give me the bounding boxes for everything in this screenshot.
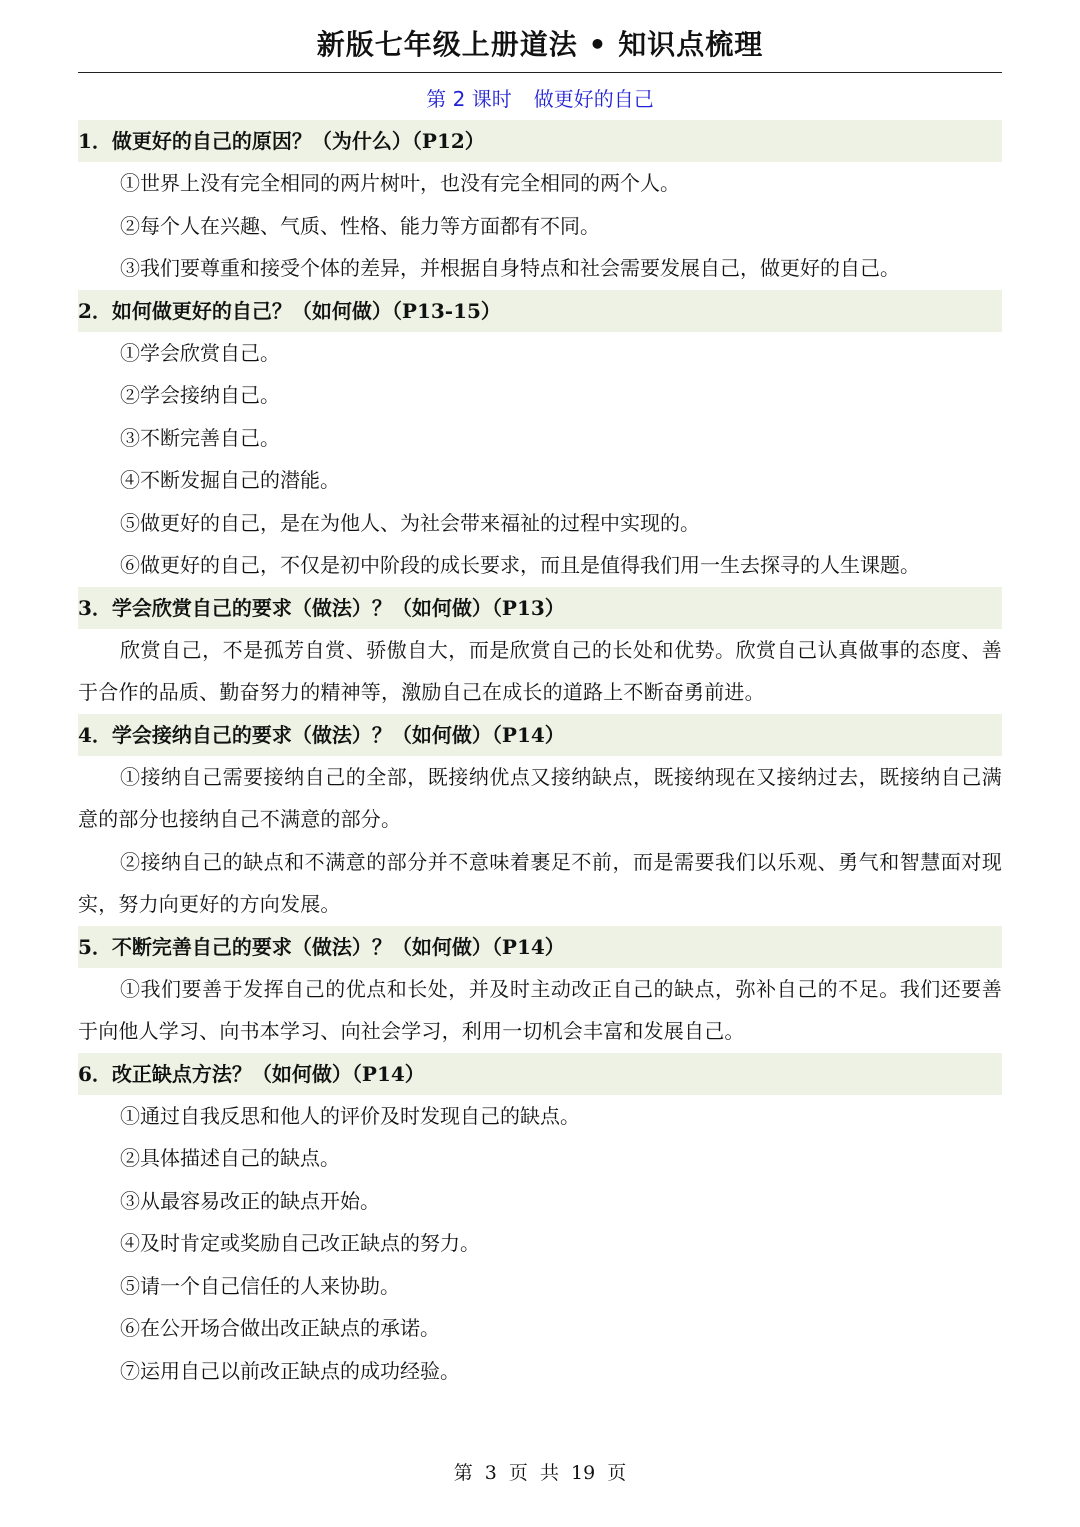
list-item: ③不断完善自己。 [120, 425, 280, 450]
section-heading: 4．学会接纳自己的要求（做法）？（如何做）（P14） [78, 714, 1002, 756]
section-heading: 5．不断完善自己的要求（做法）？（如何做）（P14） [78, 926, 1002, 968]
section-heading: 6．改正缺点方法？（如何做）（P14） [78, 1053, 1002, 1095]
list-item: ①学会欣赏自己。 [120, 340, 280, 365]
paragraph: ①接纳自己需要接纳自己的全部，既接纳优点又接纳缺点，既接纳现在又接纳过去，既接纳自己满意的部分也接纳自己不满意的部分。 [78, 764, 1002, 831]
list-item: ⑦运用自己以前改正缺点的成功经验。 [120, 1358, 460, 1383]
lesson-name: 做更好的自己 [533, 87, 654, 111]
paragraph: ①我们要善于发挥自己的优点和长处，并及时主动改正自己的缺点，弥补自己的不足。我们还要善于向他人学习、向书本学习、向社会学习，利用一切机会丰富和发展自己。 [78, 976, 1002, 1043]
document-title: 新版七年级上册道法 • 知识点梳理 [316, 28, 764, 61]
list-item: ④不断发掘自己的潜能。 [120, 468, 340, 492]
list-item: ⑥在公开场合做出改正缺点的承诺。 [120, 1316, 440, 1340]
section-heading: 2．如何做更好的自己？（如何做）（P13-15） [78, 290, 1002, 332]
title-divider [78, 72, 1002, 73]
list-item: ②学会接纳自己。 [120, 383, 280, 407]
list-item: ⑤请一个自己信任的人来协助。 [120, 1273, 400, 1298]
paragraph: ②接纳自己的缺点和不满意的部分并不意味着裹足不前，而是需要我们以乐观、勇气和智慧面对现实，努力向更好的方向发展。 [78, 849, 1002, 916]
section-heading: 1．做更好的自己的原因？（为什么）（P12） [78, 120, 1002, 162]
list-item: ⑤做更好的自己，是在为他人、为社会带来福祉的过程中实现的。 [120, 510, 700, 535]
list-item: ①通过自我反思和他人的评价及时发现自己的缺点。 [120, 1103, 580, 1128]
list-item: ⑥做更好的自己，不仅是初中阶段的成长要求，而且是值得我们用一生去探寻的人生课题。 [120, 553, 920, 577]
list-item: ①世界上没有完全相同的两片树叶，也没有完全相同的两个人。 [120, 171, 680, 195]
list-item: ④及时肯定或奖励自己改正缺点的努力。 [120, 1231, 480, 1255]
lesson-title [78, 84, 1002, 114]
list-item: ②每个人在兴趣、气质、性格、能力等方面都有不同。 [120, 213, 600, 238]
lesson-label: 第 2 课时 [426, 87, 512, 111]
content-body [78, 120, 1002, 1392]
paragraph: 欣赏自己，不是孤芳自赏、骄傲自大，而是欣赏自己的长处和优势。欣赏自己认真做事的态度、善于合作的品质、勤奋努力的精神等，激励自己在成长的道路上不断奋勇前进。 [78, 637, 1002, 704]
list-item: ②具体描述自己的缺点。 [120, 1146, 340, 1170]
list-item: ③从最容易改正的缺点开始。 [120, 1188, 380, 1213]
list-item: ③我们要尊重和接受个体的差异，并根据自身特点和社会需要发展自己，做更好的自己。 [120, 256, 900, 280]
page-number: 第 3 页 共 19 页 [453, 1462, 627, 1484]
section-heading: 3．学会欣赏自己的要求（做法）？（如何做）（P13） [78, 587, 1002, 629]
